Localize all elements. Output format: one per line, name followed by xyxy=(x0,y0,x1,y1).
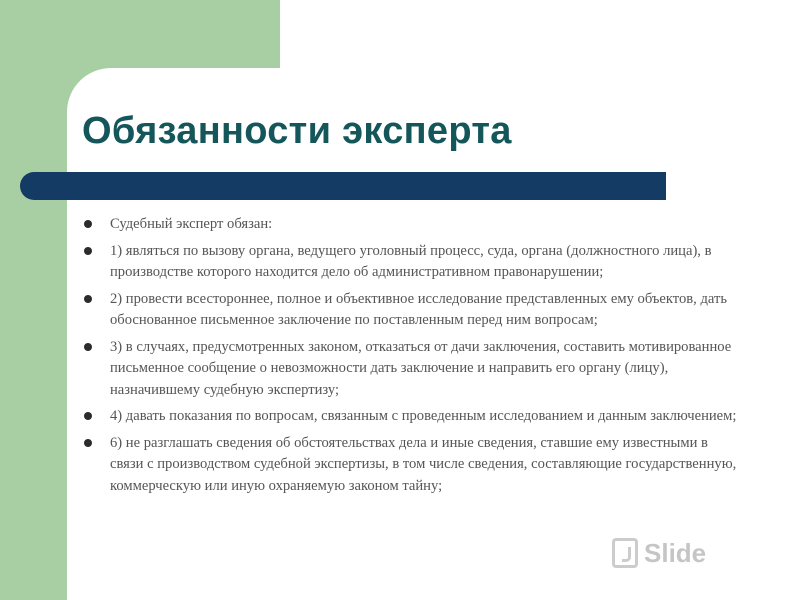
list-item-text: 6) не разглашать сведения об обстоятельствах дела и иные сведения, ставшие ему известными в связи с производством судебной экспертизы, в том числе сведения, составляющие государственную, коммерческую или иную охраняемую законом тайну; xyxy=(110,434,737,494)
list-item-text: Судебный эксперт обязан: xyxy=(110,216,273,232)
list-item xyxy=(82,406,742,428)
list-item-text: 1) являться по вызову органа, ведущего уголовный процесс, суда, органа (должностного лица), в производстве которого находится дело об административном правонарушении; xyxy=(110,242,712,280)
list-item-text: 4) давать показания по вопросам, связанным с проведенным исследованием и данным заключением; xyxy=(110,408,737,424)
bullet-icon xyxy=(84,295,92,303)
watermark xyxy=(612,536,792,572)
watermark-text: Slide xyxy=(644,538,707,568)
bullet-list xyxy=(82,214,742,502)
watermark-logo-icon xyxy=(612,538,638,568)
title-underline-bar xyxy=(20,172,666,200)
list-item xyxy=(82,337,742,402)
list-item xyxy=(82,241,742,284)
list-item-text: 2) провести всестороннее, полное и объективное исследование представленных ему объектов, дать обоснованное письменное заключение по поставленным перед ним вопросам; xyxy=(110,290,728,328)
list-item xyxy=(82,433,742,498)
slide-title: Обязанности эксперта xyxy=(82,110,512,152)
list-item xyxy=(82,214,742,236)
list-item xyxy=(82,289,742,332)
list-item-text: 3) в случаях, предусмотренных законом, отказаться от дачи заключения, составить мотивированное письменное сообщение о невозможности дать заключение и направить его органу (лицу), назначившему судебную экспертизу; xyxy=(110,338,732,398)
bullet-icon xyxy=(84,439,92,447)
bullet-icon xyxy=(84,220,92,228)
bullet-icon xyxy=(84,412,92,420)
bullet-icon xyxy=(84,343,92,351)
bullet-icon xyxy=(84,247,92,255)
